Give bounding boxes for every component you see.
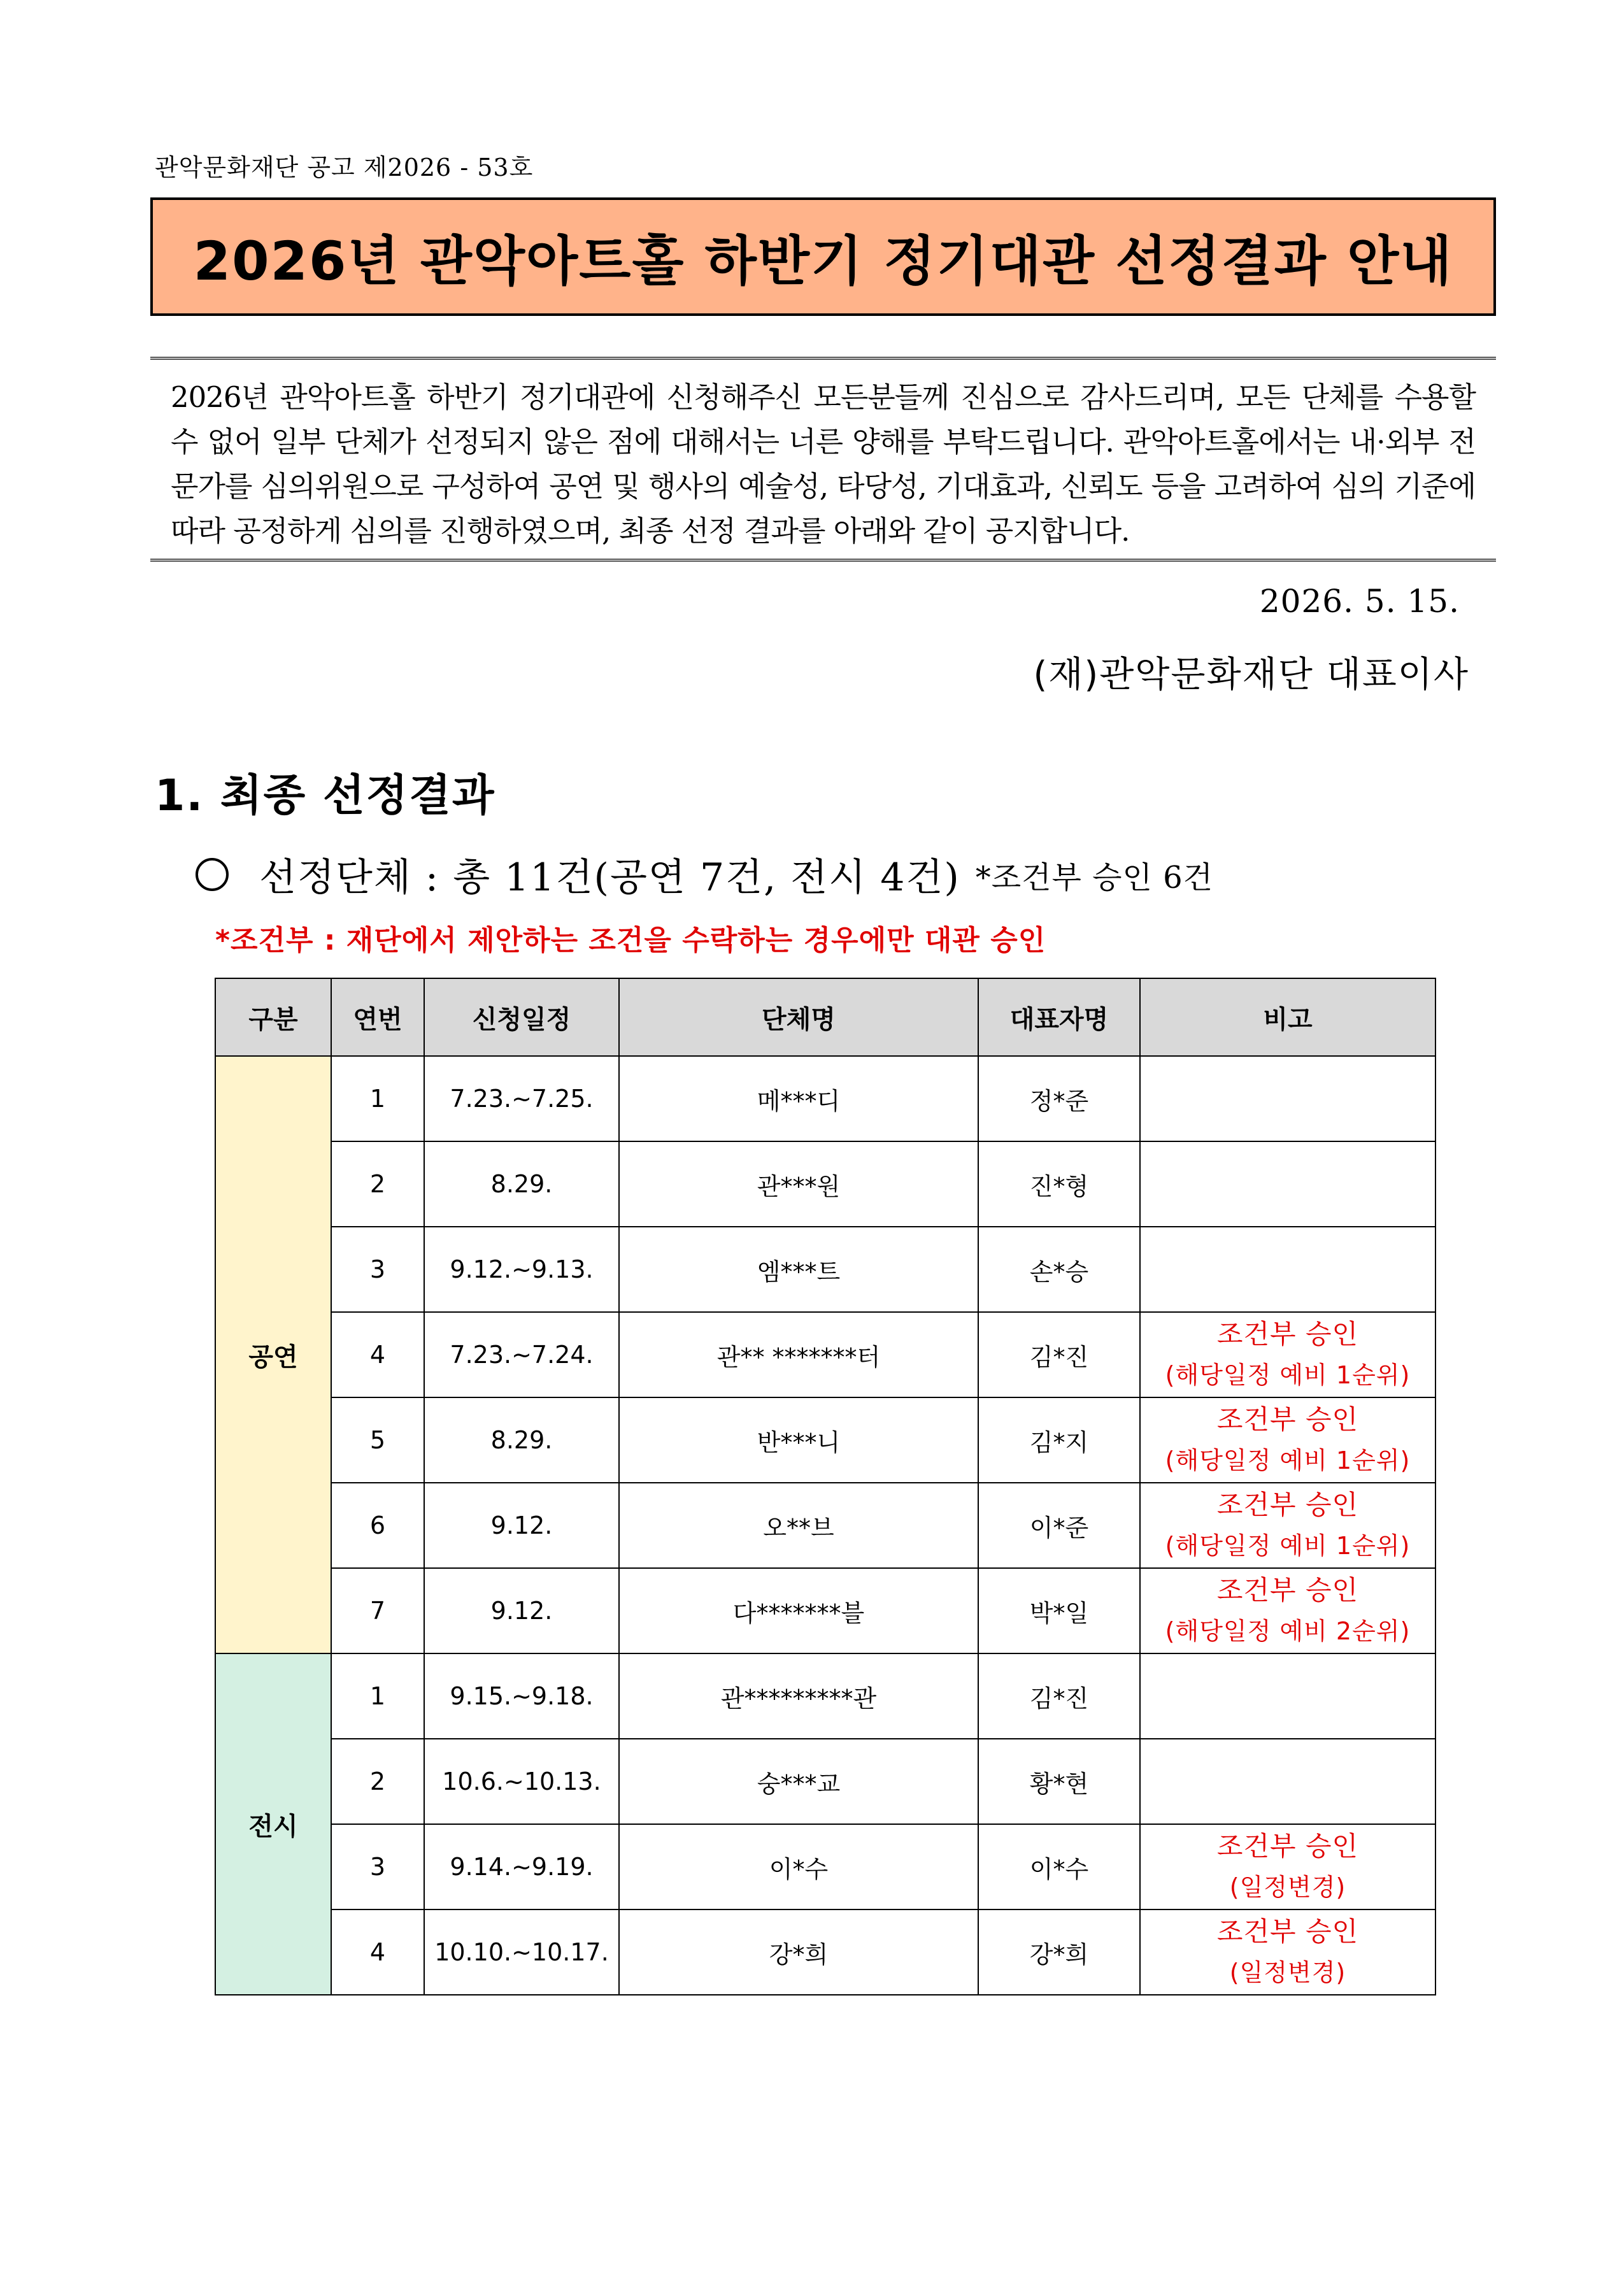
- cell-group: 다*******블: [619, 1568, 978, 1653]
- cell-number: 2: [331, 1739, 424, 1824]
- notice-number: 관악문화재단 공고 제2026 - 53호: [155, 153, 534, 182]
- cell-schedule: 9.12.: [424, 1483, 619, 1568]
- remarks-sub: (해당일정 예비 1순위): [1165, 1446, 1411, 1474]
- notice-date: 2026. 5. 15.: [1259, 583, 1460, 620]
- table-row: [215, 1909, 1435, 1995]
- cell-number: 3: [331, 1227, 424, 1312]
- remarks-sub: (일정변경): [1229, 1959, 1346, 1987]
- header-schedule: 신청일정: [424, 978, 619, 1056]
- cell-group: 강*희: [619, 1909, 978, 1995]
- cell-schedule: 9.12.~9.13.: [424, 1227, 619, 1312]
- remarks-main: 조건부 승인: [1216, 1318, 1359, 1350]
- cell-group: 관** *******터: [619, 1312, 978, 1397]
- cell-remarks: [1140, 1312, 1435, 1397]
- cell-remarks: [1140, 1397, 1435, 1483]
- cell-representative: 강*희: [978, 1909, 1140, 1995]
- remarks-sub: (해당일정 예비 2순위): [1165, 1617, 1411, 1645]
- cell-group: 엠***트: [619, 1227, 978, 1312]
- cell-number: 3: [331, 1824, 424, 1909]
- cell-representative: 김*지: [978, 1397, 1140, 1483]
- circle-bullet-icon: [196, 858, 229, 891]
- cell-group: 반***니: [619, 1397, 978, 1483]
- cell-group: 이*수: [619, 1824, 978, 1909]
- category-performance: 공연: [215, 1056, 331, 1653]
- header-remarks: 비고: [1140, 978, 1435, 1056]
- cell-schedule: 7.23.~7.25.: [424, 1056, 619, 1141]
- remarks-main: 조건부 승인: [1216, 1831, 1359, 1862]
- cell-representative: 김*진: [978, 1312, 1140, 1397]
- remarks-sub: (해당일정 예비 1순위): [1165, 1532, 1411, 1560]
- cell-number: 2: [331, 1141, 424, 1227]
- category-exhibition: 전시: [215, 1653, 331, 1995]
- cell-representative: 이*준: [978, 1483, 1140, 1568]
- cell-remarks: [1140, 1568, 1435, 1653]
- cell-representative: 손*승: [978, 1227, 1140, 1312]
- table-row: [215, 1483, 1435, 1568]
- header-number: 연번: [331, 978, 424, 1056]
- remarks-main: 조건부 승인: [1216, 1574, 1359, 1606]
- remarks-main: 조건부 승인: [1216, 1916, 1359, 1947]
- cell-schedule: 10.6.~10.13.: [424, 1739, 619, 1824]
- cell-schedule: 9.15.~9.18.: [424, 1653, 619, 1739]
- cell-representative: 김*진: [978, 1653, 1140, 1739]
- cell-remarks: [1140, 1653, 1435, 1739]
- remarks-main: 조건부 승인: [1216, 1404, 1359, 1435]
- header-representative: 대표자명: [978, 978, 1140, 1056]
- remarks-sub: (일정변경): [1229, 1873, 1346, 1901]
- document-title: 2026년 관악아트홀 하반기 정기대관 선정결과 안내: [193, 229, 1453, 292]
- cell-group: 메***디: [619, 1056, 978, 1141]
- cell-remarks: [1140, 1824, 1435, 1909]
- summary-note: *조건부 승인 6건: [975, 859, 1214, 896]
- table-row: [215, 1056, 1435, 1141]
- conditional-note: *조건부 : 재단에서 제안하는 조건을 수락하는 경우에만 대관 승인: [215, 924, 1046, 957]
- header-group: 단체명: [619, 978, 978, 1056]
- cell-group: 오**브: [619, 1483, 978, 1568]
- selection-summary: [196, 847, 1213, 902]
- cell-remarks: [1140, 1227, 1435, 1312]
- cell-remarks: [1140, 1141, 1435, 1227]
- cell-remarks: [1140, 1909, 1435, 1995]
- table-row: [215, 1312, 1435, 1397]
- cell-representative: 박*일: [978, 1568, 1140, 1653]
- cell-number: 6: [331, 1483, 424, 1568]
- table-row: [215, 1824, 1435, 1909]
- cell-schedule: 10.10.~10.17.: [424, 1909, 619, 1995]
- cell-number: 1: [331, 1653, 424, 1739]
- cell-group: 관*********관: [619, 1653, 978, 1739]
- cell-representative: 진*형: [978, 1141, 1140, 1227]
- cell-remarks: [1140, 1483, 1435, 1568]
- cell-number: 1: [331, 1056, 424, 1141]
- table-row: [215, 1397, 1435, 1483]
- cell-number: 5: [331, 1397, 424, 1483]
- cell-number: 4: [331, 1312, 424, 1397]
- cell-schedule: 9.14.~9.19.: [424, 1824, 619, 1909]
- cell-representative: 황*현: [978, 1739, 1140, 1824]
- cell-group: 숭***교: [619, 1739, 978, 1824]
- header-category: 구분: [215, 978, 331, 1056]
- table-row: [215, 1653, 1435, 1739]
- intro-box: [150, 357, 1496, 562]
- cell-schedule: 8.29.: [424, 1141, 619, 1227]
- results-table: [215, 978, 1436, 1995]
- intro-text: 2026년 관악아트홀 하반기 정기대관에 신청해주신 모든분들께 진심으로 감사드리며, 모든 단체를 수용할 수 없어 일부 단체가 선정되지 않은 점에 대해서는 너른 양해를 부탁드립니다. 관악아트홀에서는 내·외부 전문가를 심의위원으로 구성하여 공연 및 행사의 예술성, 타당성, 기대효과, 신뢰도 등을 고려하여 심의 기준에 따라 공정하게 심의를 진행하였으며, 최종 선정 결과를 아래와 같이 공지합니다.: [171, 380, 1476, 548]
- section-heading: 1. 최종 선정결과: [155, 771, 495, 821]
- organization-signature: (재)관악문화재단 대표이사: [1033, 654, 1469, 696]
- table-row: [215, 1739, 1435, 1824]
- table-row: [215, 1141, 1435, 1227]
- cell-schedule: 7.23.~7.24.: [424, 1312, 619, 1397]
- cell-number: 7: [331, 1568, 424, 1653]
- table-row: [215, 1568, 1435, 1653]
- cell-schedule: 9.12.: [424, 1568, 619, 1653]
- cell-representative: 이*수: [978, 1824, 1140, 1909]
- cell-number: 4: [331, 1909, 424, 1995]
- cell-group: 관***원: [619, 1141, 978, 1227]
- table-header-row: [215, 978, 1435, 1056]
- cell-schedule: 8.29.: [424, 1397, 619, 1483]
- cell-representative: 정*준: [978, 1056, 1140, 1141]
- title-box: [150, 197, 1496, 316]
- table-row: [215, 1227, 1435, 1312]
- remarks-sub: (해당일정 예비 1순위): [1165, 1361, 1411, 1389]
- cell-remarks: [1140, 1056, 1435, 1141]
- summary-text: 선정단체 : 총 11건(공연 7건, 전시 4건): [259, 855, 960, 900]
- cell-remarks: [1140, 1739, 1435, 1824]
- remarks-main: 조건부 승인: [1216, 1489, 1359, 1520]
